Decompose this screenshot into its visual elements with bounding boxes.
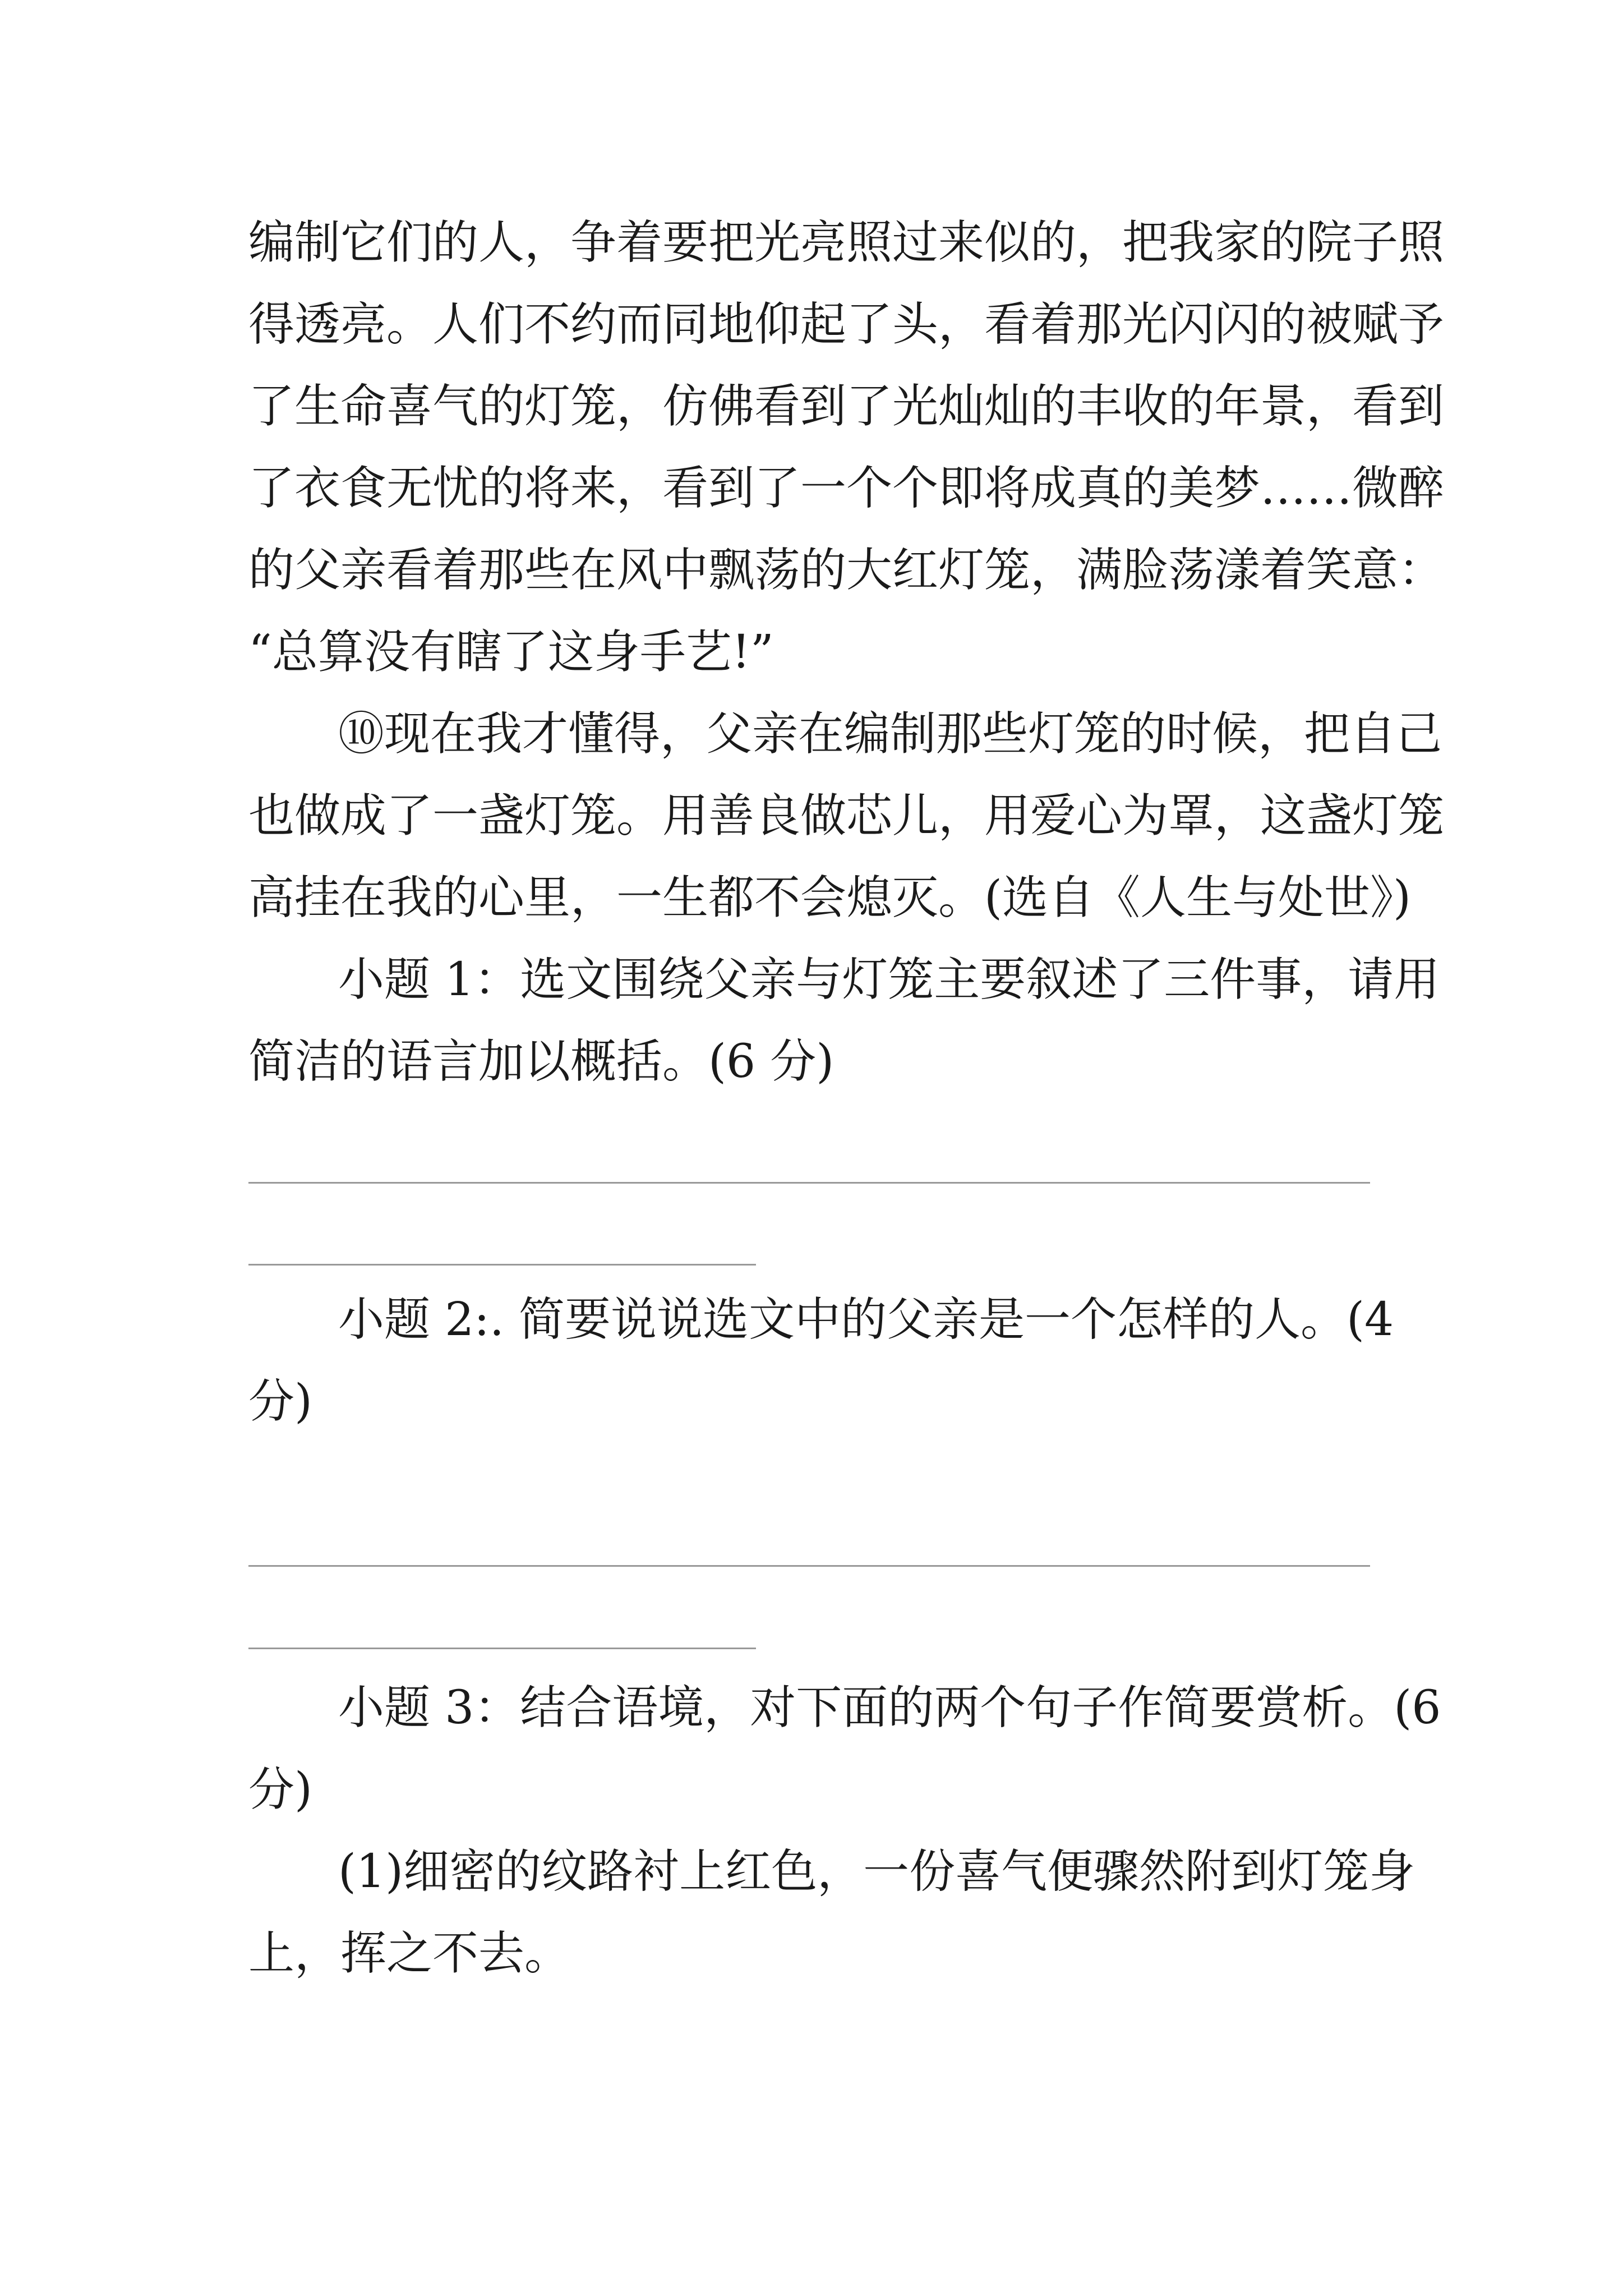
answer-line-q2[interactable] (248, 1565, 1370, 1567)
sentence-1-text: 上，挥之不去。 (248, 1927, 571, 1980)
question-3-text: 小题 3：结合语境，对下面的两个句子作简要赏析。(6 (338, 1681, 1441, 1734)
passage-line: 的父亲看着那些在风中飘荡的大红灯笼，满脸荡漾着笑意： (248, 544, 1445, 597)
passage-line: 了衣食无忧的将来，看到了一个个即将成真的美梦……微醉 (248, 462, 1445, 515)
question-2-text: 分) (248, 1375, 312, 1428)
sentence-1-text: (1)细密的纹路衬上红色，一份喜气便骤然附到灯笼身 (338, 1845, 1415, 1898)
passage-line: 编制它们的人，争着要把光亮照过来似的，把我家的院子照 (248, 216, 1445, 269)
passage-line: ⑩现在我才懂得，父亲在编制那些灯笼的时候，把自己 (338, 707, 1442, 761)
question-3-text: 分) (248, 1763, 312, 1816)
answer-line-q1[interactable] (248, 1182, 1370, 1184)
passage-line: 高挂在我的心里，一生都不会熄灭。(选自《人生与处世》) (248, 871, 1411, 924)
passage-line: 得透亮。人们不约而同地仰起了头，看着那光闪闪的被赋予 (248, 298, 1445, 351)
passage-line: “总算没有瞎了这身手艺!” (248, 625, 774, 679)
answer-line-q2[interactable] (248, 1648, 756, 1649)
passage-line: 了生命喜气的灯笼，仿佛看到了光灿灿的丰收的年景，看到 (248, 380, 1445, 433)
question-1-text: 小题 1：选文围绕父亲与灯笼主要叙述了三件事，请用 (338, 953, 1440, 1006)
question-2-text: 小题 2:. 简要说说选文中的父亲是一个怎样的人。(4 (338, 1293, 1394, 1346)
question-1-text: 简洁的语言加以概括。(6 分) (248, 1035, 834, 1088)
passage-line: 也做成了一盏灯笼。用善良做芯儿，用爱心为罩，这盏灯笼 (248, 789, 1445, 843)
answer-line-q1[interactable] (248, 1264, 756, 1266)
